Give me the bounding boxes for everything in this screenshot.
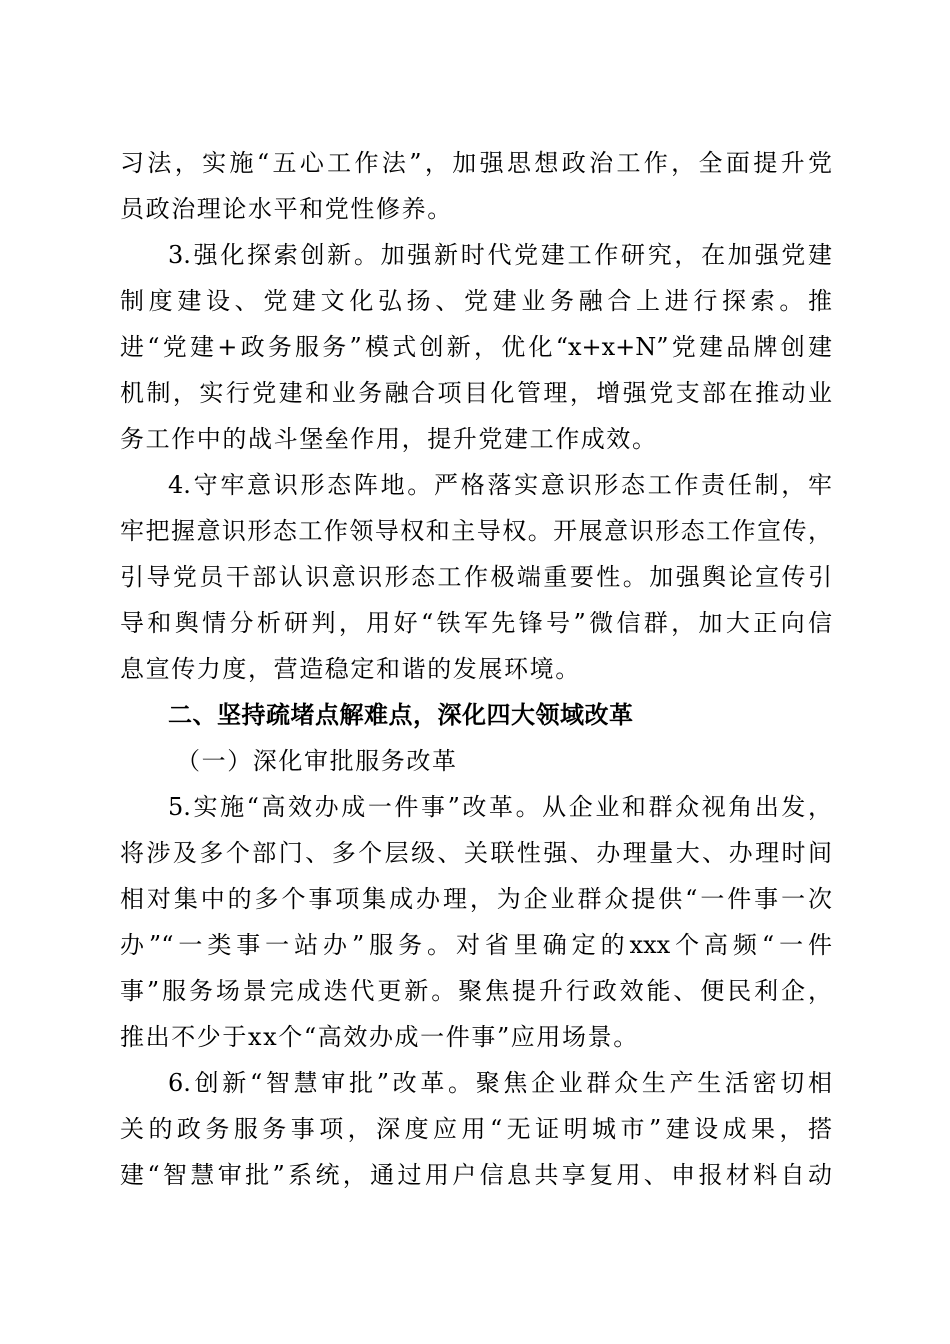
paragraph-line: 进“党建+政务服务”模式创新，优化“x+x+N”党建品牌创建	[120, 333, 832, 361]
paragraph-line: 4.守牢意识形态阵地。严格落实意识形态工作责任制，牢	[168, 471, 832, 499]
paragraph-line: 建“智慧审批”系统，通过用户信息共享复用、申报材料自动	[120, 1161, 832, 1189]
paragraph-line: 员政治理论水平和党性修养。	[120, 195, 453, 223]
paragraph-line: 6.创新“智慧审批”改革。聚焦企业群众生产生活密切相	[168, 1069, 832, 1097]
paragraph-line: 相对集中的多个事项集成办理，为企业群众提供“一件事一次	[120, 885, 832, 913]
paragraph-line: 事”服务场景完成迭代更新。聚焦提升行政效能、便民利企，	[120, 977, 832, 1005]
subsection-heading: （一）深化审批服务改革	[176, 747, 458, 775]
paragraph-line: 机制，实行党建和业务融合项目化管理，增强党支部在推动业	[120, 379, 832, 407]
paragraph-line: 3.强化探索创新。加强新时代党建工作研究，在加强党建	[168, 241, 832, 269]
paragraph-line: 办”“一类事一站办”服务。对省里确定的xxx个高频“一件	[120, 931, 832, 959]
paragraph-line: 关的政务服务事项，深度应用“无证明城市”建设成果，搭	[120, 1115, 832, 1143]
paragraph-line: 5.实施“高效办成一件事”改革。从企业和群众视角出发，	[168, 793, 832, 821]
paragraph-line: 推出不少于xx个“高效办成一件事”应用场景。	[120, 1023, 639, 1051]
paragraph-line: 务工作中的战斗堡垒作用，提升党建工作成效。	[120, 425, 658, 453]
paragraph-line: 制度建设、党建文化弘扬、党建业务融合上进行探索。推	[120, 287, 832, 315]
paragraph-line: 将涉及多个部门、多个层级、关联性强、办理量大、办理时间	[120, 839, 832, 867]
paragraph-line: 牢把握意识形态工作领导权和主导权。开展意识形态工作宣传，	[120, 517, 832, 545]
paragraph-line: 引导党员干部认识意识形态工作极端重要性。加强舆论宣传引	[120, 563, 832, 591]
paragraph-line: 习法，实施“五心工作法”，加强思想政治工作，全面提升党	[120, 149, 832, 177]
paragraph-line: 导和舆情分析研判，用好“铁军先锋号”微信群，加大正向信	[120, 609, 832, 637]
paragraph-line: 息宣传力度，营造稳定和谐的发展环境。	[120, 655, 581, 683]
section-heading: 二、坚持疏堵点解难点，深化四大领域改革	[168, 701, 634, 729]
